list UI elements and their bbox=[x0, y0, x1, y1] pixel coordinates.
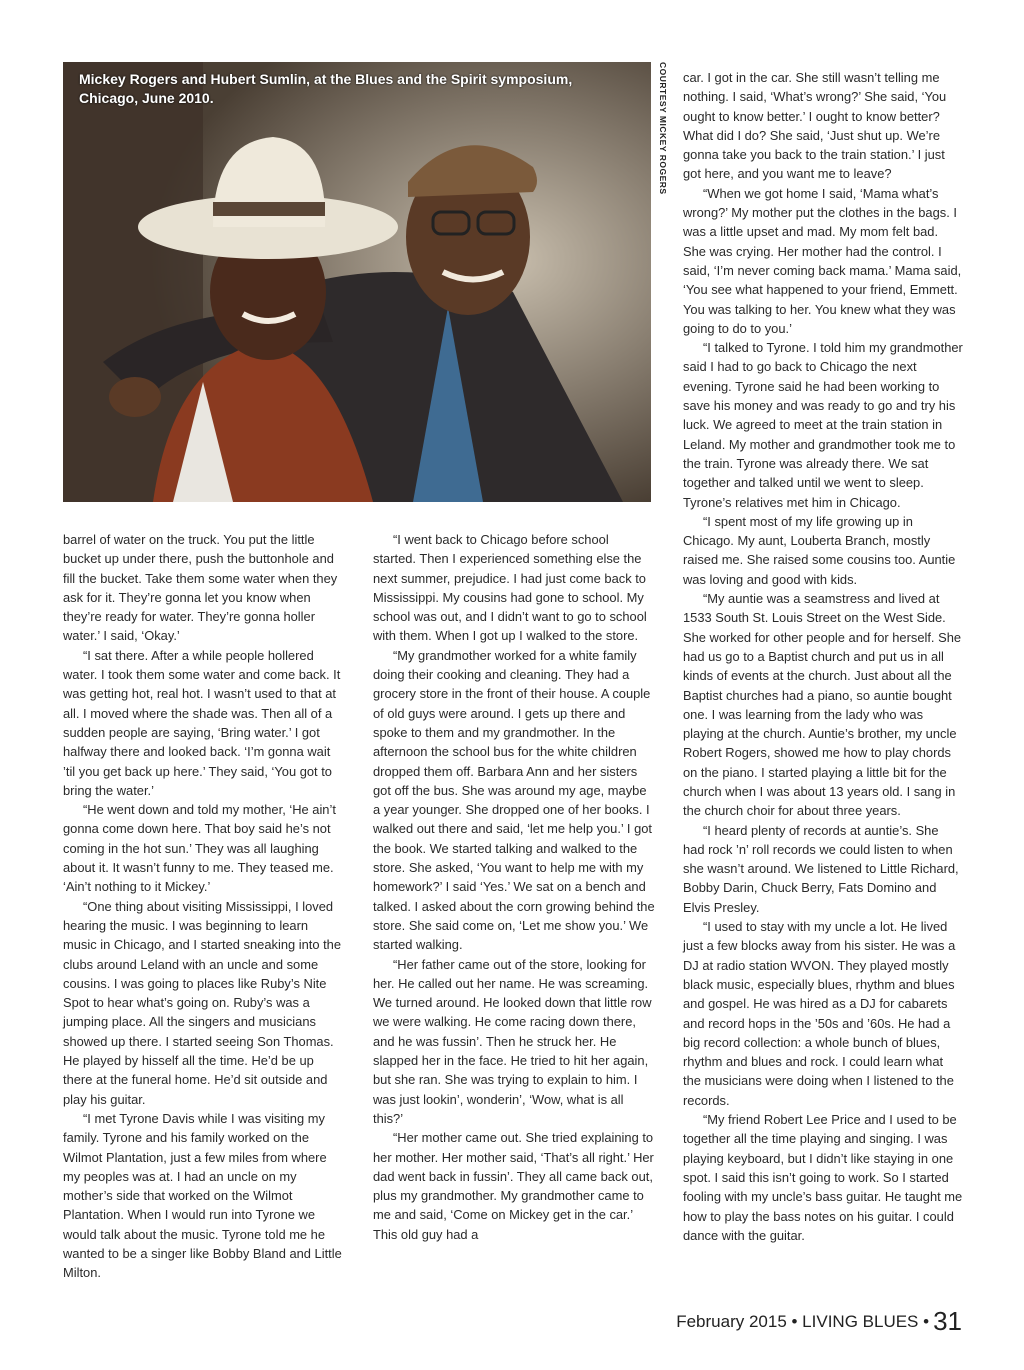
paragraph: “Her mother came out. She tried explaining to her mother. Her mother said, ‘That’s all right.’ Her dad went back in fussin’. They all came back out, plus my grandmother. My grandmother came to me and said, ‘Come on Mickey get in the car.’ This old guy had a bbox=[373, 1130, 654, 1242]
photo-caption: Mickey Rogers and Hubert Sumlin, at the Blues and the Spirit symposium, Chicago, June 2010. bbox=[79, 71, 573, 106]
paragraph: “I used to stay with my uncle a lot. He lived just a few blocks away from his sister. He was a DJ at radio station WVON. They played mostly black music, especially blues, rhythm and blues and gospel. He was hired as a DJ for cabarets and record hops in the ’50s and ’60s. He had a big record collection: a whole bunch of blues, rhythm and blues and rock. I could learn what the musicians were doing when I listened to the records. bbox=[683, 919, 956, 1108]
text-column-2 bbox=[373, 530, 655, 1244]
paragraph: “I went back to Chicago before school started. Then I experienced something else the next summer, prejudice. I had just come back to Mississippi. My cousins had gone to school. My school was out, and I didn’t want to go to school with them. When I got up I walked to the store. bbox=[373, 532, 647, 644]
paragraph: “My auntie was a seamstress and lived at 1533 South St. Louis Street on the West Side. She worked for other people and for herself. She had us go to a Baptist church and put us in all kinds of events at the church. Just about all the Baptist churches had a piano, so auntie bought one. I was learning from the lady who was playing at the church. Auntie’s brother, my uncle Robert Rogers, showed me how to play chords on the piano. I started playing a little bit for the church when I was about 13 years old. I sang in the church choir for about three years. bbox=[683, 591, 962, 819]
paragraph: “He went down and told my mother, ‘He ain’t gonna come down here. That boy said he’s not coming in the hot sun.’ They was all laughing about it. It wasn’t funny to me. They teased me. ‘Ain’t nothing to it Mickey.’ bbox=[63, 802, 336, 895]
footer-issue: February 2015 • LIVING BLUES • bbox=[676, 1312, 930, 1331]
text-column-1 bbox=[63, 530, 345, 1283]
text-column-3 bbox=[683, 68, 963, 1245]
paragraph: car. I got in the car. She still wasn’t telling me nothing. I said, ‘What’s wrong?’ She said, ‘You ought to know better.’ I ought to know better? What did I do? She said, ‘Just shut up. We’re gonna take you back to the train station.’ I just got here, and you want me to leave? bbox=[683, 70, 947, 182]
paragraph: “My friend Robert Lee Price and I used to be together all the time playing and singing. I was playing keyboard, but I didn’t like staying in one spot. I said this isn’t going to work. So I started fooling with my uncle’s bass guitar. He taught me how to play the bass notes on his guitar. I could dance with the guitar. bbox=[683, 1112, 963, 1243]
paragraph: “I talked to Tyrone. I told him my grandmother said I had to go back to Chicago the next evening. Tyrone said he had been working to save his money and was ready to go and try his luck. We agreed to meet at the train station in Leland. My mother and grandmother took me to the train. Tyrone was already there. We sat together and talked until we went to sleep. Tyrone’s relatives met him in Chicago. bbox=[683, 340, 963, 510]
paragraph: “One thing about visiting Mississippi, I loved hearing the music. I was beginning to learn music in Chicago, and I started sneaking into the clubs around Leland with an uncle and some cousins. I was going to places like Ruby’s Nite Spot to hear what’s going on. Ruby’s was a jumping place. All the singers and musicians showed up there. I started seeing Son Thomas. He played by hisself all the time. He’d be up there at the funeral home. He’d sit outside and play his guitar. bbox=[63, 898, 342, 1107]
paragraph: “My grandmother worked for a white family doing their cooking and cleaning. They had a grocery store in the front of their house. A couple of old guys were around. I gets up there and spoke to them and my grandmother. In the afternoon the school bus for the white children dropped them off. Barbara Ann and her sisters got off the bus. She was around my age, maybe a year younger. She dropped one of her books. I walked out there and said, ‘let me help you.’ I got the book. We started talking and walked to the store. She asked, ‘You want to help me with my homework?’ I said ‘Yes.’ We sat on a bench and talked. I asked about the corn growing behind the store. She said come on, ‘Let me show you.’ We started walking. bbox=[373, 647, 655, 953]
paragraph: “I met Tyrone Davis while I was visiting my family. Tyrone and his family worked on the Wilmot Plantation, just a few miles from where my peoples was at. I had an uncle on my mother’s side that worked on the Wilmot Plantation. When I would run into Tyrone we would talk about the music. Tyrone told me he wanted to be a singer like Bobby Bland and Little Milton. bbox=[63, 1110, 342, 1281]
photo bbox=[63, 62, 651, 502]
photo-credit: COURTESY MICKEY ROGERS bbox=[658, 62, 668, 195]
paragraph: “Her father came out of the store, looking for her. He called out her name. He was screaming. We turned around. He looked down that little row we were walking. He come racing down there, and he was fussin’. Then he struck her. He slapped her in the face. He tried to hit her again, but she ran. She was trying to explain to him. I was just lookin’, wonderin’, ‘Wow, what is all this?’ bbox=[373, 956, 652, 1126]
paragraph: “When we got home I said, ‘Mama what’s wrong?’ My mother put the clothes in the bags. I was a little upset and mad. My mom felt bad. She was crying. Her mother had the control. I said, ‘I’m never coming back mama.’ Mama said, ‘You see what happened to your friend, Emmett. You was talking to her. You knew what they was going to do to you.’ bbox=[683, 185, 962, 336]
page-number: 31 bbox=[933, 1306, 962, 1336]
page-footer bbox=[676, 1306, 962, 1337]
paragraph: “I spent most of my life growing up in Chicago. My aunt, Louberta Branch, mostly raised me. She raised some cousins too. Auntie was loving and good with kids. bbox=[683, 513, 956, 587]
paragraph: “I heard plenty of records at auntie’s. She had rock ’n’ roll records we could listen to when she wasn’t around. We listened to Little Richard, Bobby Darin, Chuck Berry, Fats Domino and Elvis Presley. bbox=[683, 822, 959, 915]
paragraph: “I sat there. After a while people hollered water. I took them some water and come back. It was getting hot, real hot. I wasn’t used to that at all. I moved where the shade was. Then all of a sudden people are saying, ‘Bring water.’ I got halfway there and looked back. ‘I’m gonna wait ’til you get back up here.’ They said, ‘You got to bring the water.’ bbox=[63, 647, 341, 798]
photo-illustration bbox=[63, 62, 651, 502]
paragraph: barrel of water on the truck. You put the little bucket up under there, push the buttonhole and fill the bucket. Take them some water when they ask for it. They’re gonna let you know when they’re ready for water. They’re gonna holler water.’ I said, ‘Okay.’ bbox=[63, 532, 338, 644]
